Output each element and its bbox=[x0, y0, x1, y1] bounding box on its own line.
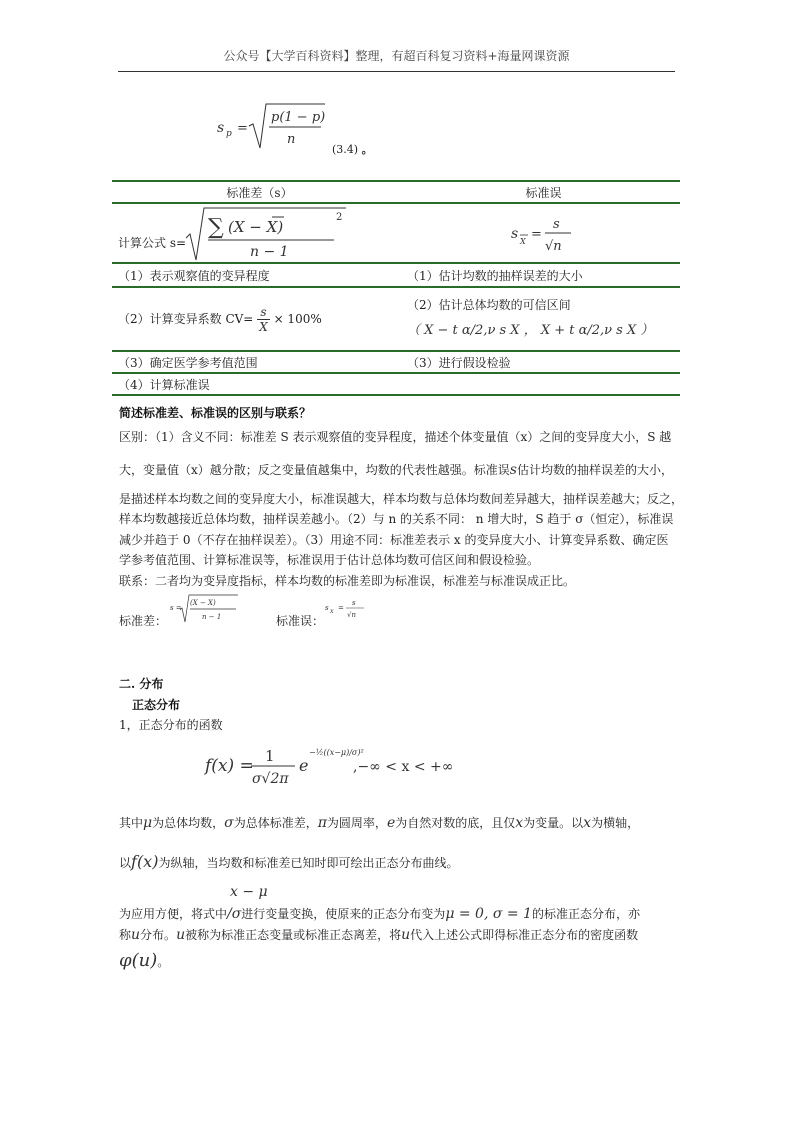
row2-right bbox=[401, 287, 680, 351]
question-title: 简述标准差、标准误的区别与联系？ bbox=[119, 406, 312, 420]
header-se: 标准误 bbox=[401, 181, 680, 203]
pdf-exponent: −½((x−μ)/σ)² bbox=[309, 748, 364, 757]
pdf-num: 1 bbox=[265, 747, 275, 765]
sd-numerator: (X − X) bbox=[228, 218, 284, 236]
se-small-sub: X bbox=[330, 609, 334, 615]
pdf-range: ,−∞ < x < +∞ bbox=[353, 759, 454, 775]
table-row-4 bbox=[112, 373, 680, 395]
question-line-7: 联系：二者均为变异度指标，样本均数的标准差即为标准误，标准差与标准误成正比。 bbox=[119, 574, 576, 588]
standard-params: μ = 0, σ = 1 bbox=[445, 906, 532, 922]
ci-title: （2）估计总体均数的可信区间 bbox=[407, 298, 571, 312]
pdf-den: σ√2π bbox=[252, 771, 289, 787]
question-line-5: 减少并趋于 0（不存在抽样误差）。（3）用途不同：标准差表示 x 的变异度大小、计算变异系数、确定医 bbox=[119, 533, 669, 547]
u-symbol-2: u bbox=[176, 927, 186, 943]
se-den: √n bbox=[544, 239, 562, 254]
se-formula-graphic bbox=[509, 208, 579, 258]
page-header: 公众号【大学百科资料】整理，有超百科复习资料+海量网课资源 bbox=[223, 49, 570, 63]
sd-formula-cell bbox=[112, 203, 401, 263]
l1-6: 为圆周率， bbox=[326, 816, 387, 830]
header-divider bbox=[118, 71, 675, 72]
sd-se-comparison-table bbox=[112, 180, 680, 396]
table-row-2 bbox=[112, 287, 680, 351]
table-row-3 bbox=[112, 351, 680, 373]
sp-eqnum-text: (3.4) bbox=[332, 143, 359, 156]
table-header-row bbox=[112, 181, 680, 203]
l3-0: 为应用方便，将式中 bbox=[119, 907, 228, 921]
transform-sigma: /σ bbox=[227, 906, 242, 922]
x-symbol: x bbox=[515, 815, 524, 831]
sd-sum-symbol: ∑ bbox=[208, 215, 224, 240]
l4-4: 被称为标准正态变量或标准正态离差，将 bbox=[185, 928, 402, 942]
l1-12: 为横轴， bbox=[591, 816, 640, 830]
cv-label: （2）计算变异系数 CV= bbox=[118, 311, 254, 326]
fx-symbol: f(x) bbox=[131, 852, 159, 871]
se-small-lhs: s bbox=[325, 604, 329, 612]
sd-small-formula bbox=[168, 592, 248, 626]
l1-0: 其中 bbox=[119, 816, 144, 830]
x-axis-symbol: x bbox=[583, 815, 592, 831]
se-label: 标准误： bbox=[276, 614, 325, 628]
section2-title: 二. 分布 bbox=[119, 677, 164, 691]
sp-eqnum bbox=[332, 141, 373, 157]
l2-2: 为纵轴，当均数和标准差已知时即可绘出正态分布曲线。 bbox=[158, 856, 459, 870]
se-formula-cell bbox=[401, 203, 680, 263]
sp-den: n bbox=[287, 132, 296, 147]
sd-exponent: 2 bbox=[336, 212, 343, 223]
l4-6: 代入上述公式即得标准正态分布的密度函数 bbox=[410, 928, 639, 942]
transform-numerator: x − μ bbox=[230, 884, 268, 900]
cv-den: X bbox=[259, 319, 268, 334]
e-symbol: e bbox=[386, 815, 396, 831]
question-line-2b: 估计均数的抽样误差的大小， bbox=[516, 463, 673, 477]
section2-subtitle: 正态分布 bbox=[132, 698, 181, 712]
row3-right: （3）进行假设检验 bbox=[401, 351, 680, 373]
pdf-lhs: f(x) = bbox=[205, 756, 254, 776]
question-line-2 bbox=[119, 461, 673, 478]
pdf-explanation-line-5 bbox=[119, 950, 169, 971]
l1-4: 为总体标准差， bbox=[233, 816, 318, 830]
se-small-num: s bbox=[352, 599, 356, 607]
sp-sub: p bbox=[226, 129, 232, 139]
sigma-symbol: σ bbox=[224, 815, 234, 831]
question-line-3: 是描述样本均数之间的变异度大小，标准误越大，样本均数与总体均数间差异越大，抽样误差越大；反之， bbox=[119, 492, 684, 506]
row4-left: （4）计算标准误 bbox=[112, 373, 401, 395]
sd-small-num: (X − X) bbox=[190, 599, 216, 607]
row4-right bbox=[401, 373, 680, 395]
pdf-explanation-line-4 bbox=[119, 926, 638, 943]
se-sub: X bbox=[519, 237, 526, 246]
ci-formula: （ X − t α/2,ν s X ， X + t α/2,ν s X ） bbox=[407, 323, 654, 338]
se-small-formula bbox=[324, 596, 368, 626]
u-symbol-1: u bbox=[131, 927, 141, 943]
l1-2: 为总体均数， bbox=[152, 816, 225, 830]
sp-lhs: s bbox=[217, 120, 225, 136]
se-small-den: √n bbox=[347, 611, 356, 619]
l1-10: 为变量。以 bbox=[523, 816, 584, 830]
sd-small-lhs: s = bbox=[170, 604, 182, 612]
sp-formula-graphic bbox=[215, 100, 335, 152]
l1-8: 为自然对数的底，且仅 bbox=[395, 816, 516, 830]
sp-num: p(1 − p) bbox=[271, 110, 326, 125]
pdf-explanation-line-1 bbox=[119, 814, 639, 831]
question-line-4: 样本均数越接近总体均数，抽样误差越小。（2）与 n 的关系不同： n 增大时，S 趋于 σ（恒定），标准误 bbox=[119, 512, 674, 526]
sd-formula-label: 计算公式 s= bbox=[118, 235, 187, 250]
question-line-6: 学参考值范围、计算标准误等，标准误用于估计总体均数可信区间和假设检验。 bbox=[119, 553, 540, 567]
sd-label: 标准差： bbox=[119, 614, 168, 628]
pdf-explanation-line-2 bbox=[119, 852, 458, 871]
table-formula-row bbox=[112, 203, 680, 263]
row1-left: （1）表示观察值的变异程度 bbox=[112, 263, 401, 287]
mu-symbol: μ bbox=[143, 815, 153, 831]
l2-0: 以 bbox=[119, 856, 132, 870]
header-sd: 标准差（s） bbox=[112, 181, 401, 203]
section2-item1: 1，正态分布的函数 bbox=[119, 718, 223, 732]
cv-num: s bbox=[257, 305, 270, 320]
se-small-eq: = bbox=[338, 604, 344, 612]
sp-period: 。 bbox=[361, 143, 373, 156]
sd-formula-graphic bbox=[186, 204, 356, 262]
u-symbol-3: u bbox=[401, 927, 411, 943]
pdf-e: e bbox=[299, 756, 309, 775]
question-line-1: 区别：（1）含义不同：标准差 S 表示观察值的变异程度，描述个体变量值（x）之间的变异度大小，S 越 bbox=[119, 430, 672, 444]
sp-formula bbox=[215, 100, 335, 155]
sp-eq: = bbox=[237, 121, 248, 136]
row3-left: （3）确定医学参考值范围 bbox=[112, 351, 401, 373]
row2-left bbox=[112, 287, 401, 351]
normal-pdf-formula bbox=[203, 735, 454, 787]
sd-small-den: n − 1 bbox=[202, 613, 222, 621]
l4-2: 分布。 bbox=[140, 928, 177, 942]
cv-fraction bbox=[257, 305, 270, 334]
l3-2: 进行变量变换，使原来的正态分布变为 bbox=[241, 907, 446, 921]
se-eq: = bbox=[530, 227, 542, 242]
table-row-1 bbox=[112, 263, 680, 287]
pi-symbol: π bbox=[317, 815, 327, 831]
sd-denominator: n − 1 bbox=[250, 244, 289, 260]
pdf-explanation-line-3 bbox=[119, 905, 640, 922]
row1-right: （1）估计均数的抽样误差的大小 bbox=[401, 263, 680, 287]
se-inline-symbol: s bbox=[509, 462, 517, 478]
se-lhs: s bbox=[510, 226, 518, 242]
l5-1: 。 bbox=[157, 955, 170, 969]
cv-suffix: × 100% bbox=[273, 311, 322, 326]
l4-0: 称 bbox=[119, 928, 132, 942]
phi-u-symbol: φ(u) bbox=[119, 950, 158, 971]
se-num: s bbox=[552, 217, 560, 232]
question-line-2a: 大，变量值（x）越分散；反之变量值越集中，均数的代表性越强。标准误 bbox=[119, 463, 510, 477]
l3-4: 的标准正态分布，亦 bbox=[531, 907, 640, 921]
